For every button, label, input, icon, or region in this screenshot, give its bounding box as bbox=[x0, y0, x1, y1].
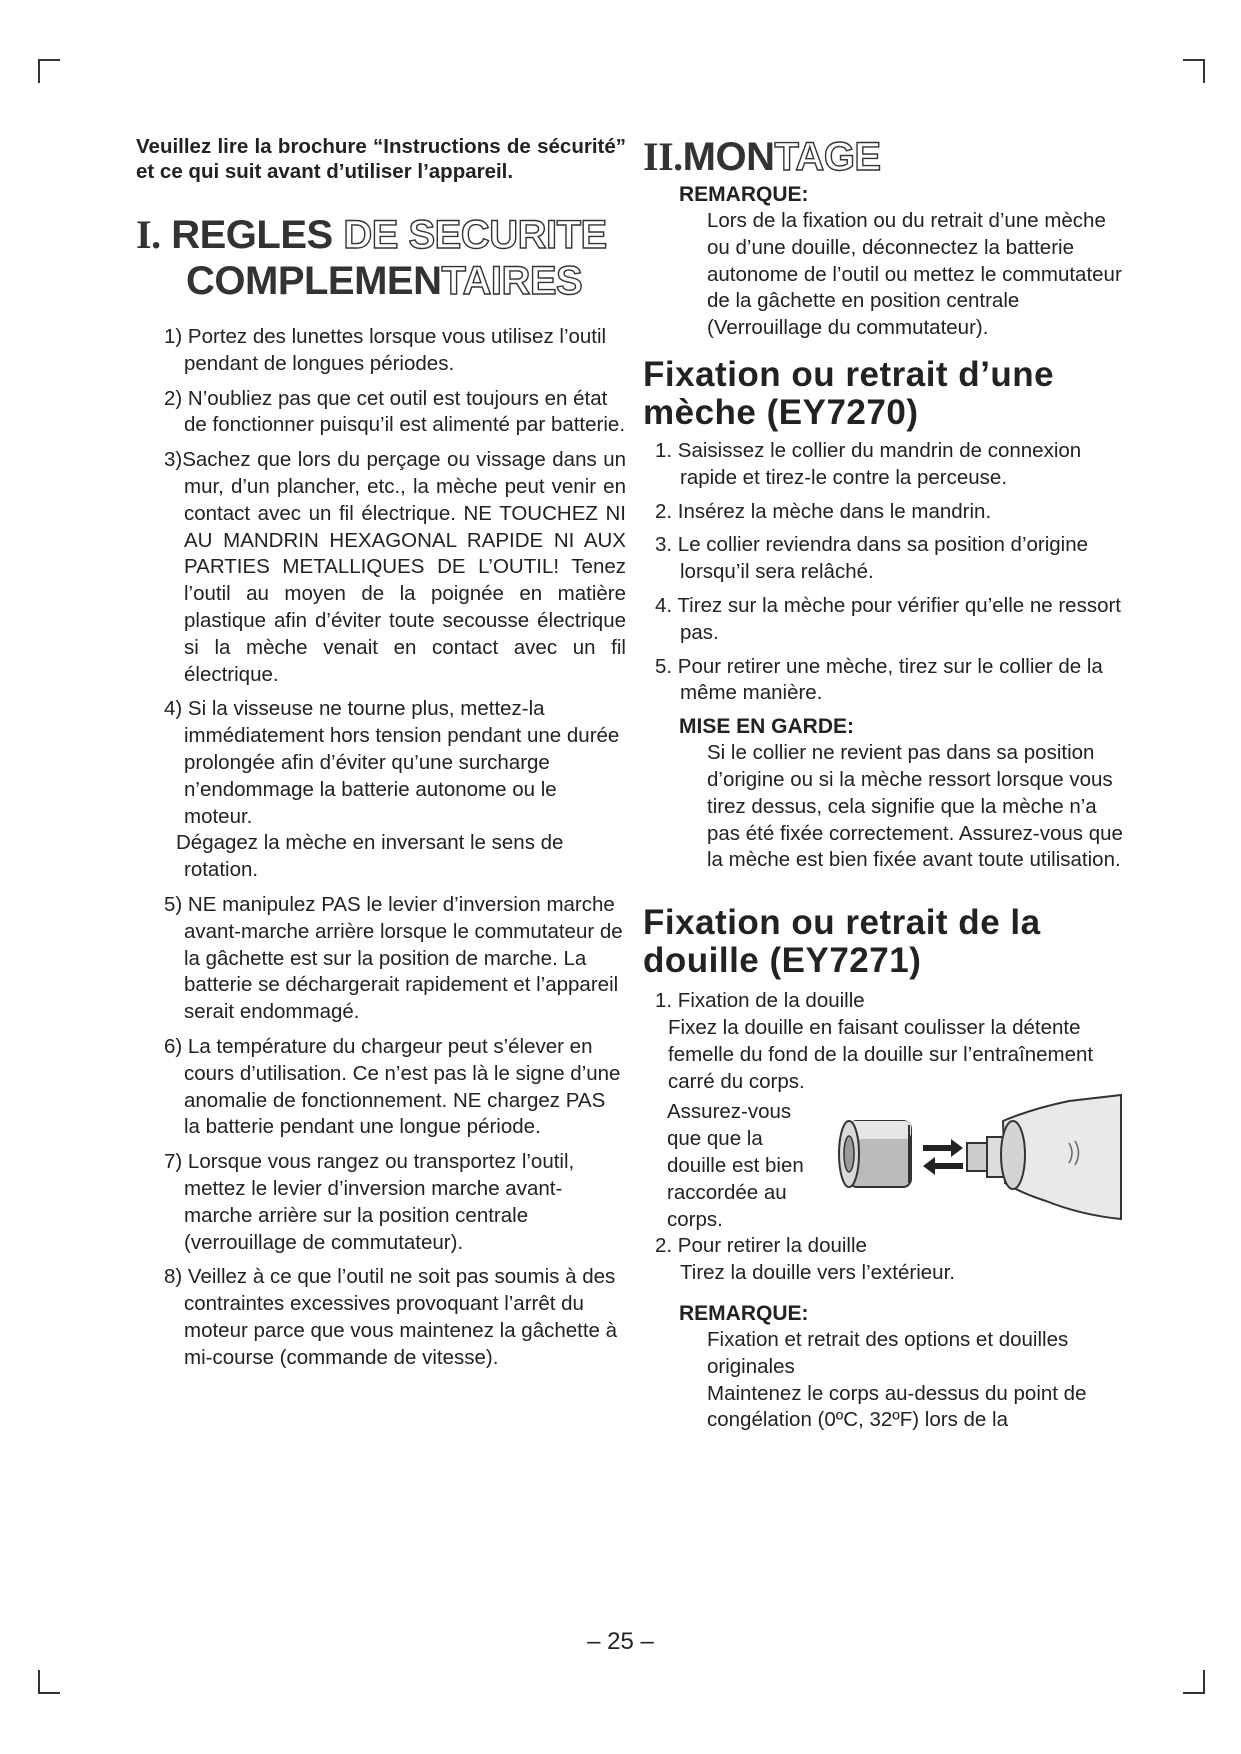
remark-2-heading: REMARQUE: bbox=[679, 1301, 809, 1325]
list-item: 3. Le collier reviendra dans sa position d’origine lorsqu’il sera relâché. bbox=[655, 533, 1089, 584]
section1-title-line2 bbox=[136, 258, 626, 304]
list-item: 4. Tirez sur la mèche pour vérifier qu’elle ne ressort pas. bbox=[655, 593, 1122, 644]
crop-mark-bottom-left bbox=[38, 1670, 60, 1694]
section1-title bbox=[136, 212, 626, 304]
list-item-text: 4) Si la visseuse ne tourne plus, mettez-la immédiatement hors tension pendant une durée prolongée afin d’éviter qu’une surcharge n’endommage la batterie autonome ou le moteur. bbox=[164, 697, 620, 828]
list-item: 1) Portez des lunettes lorsque vous utilisez l’outil pendant de longues périodes. bbox=[164, 325, 607, 375]
list-item: 2. Insérez la mèche dans le mandrin. bbox=[655, 499, 992, 523]
section1-numeral: I. bbox=[136, 212, 161, 257]
right-column bbox=[643, 134, 1133, 1434]
socket-step-2-title: 2. Pour retirer la douille bbox=[655, 1234, 867, 1258]
socket-step-2 bbox=[643, 1233, 1133, 1287]
section2-title bbox=[643, 134, 1133, 180]
intro-text: Veuillez lire la brochure “Instructions de sécurité” et ce qui suit avant d’utiliser l’appareil. bbox=[136, 135, 626, 183]
section2-title-outline: TAGE bbox=[774, 135, 881, 179]
socket-step-1 bbox=[643, 988, 1133, 1095]
remark-2-line1: Fixation et retrait des options et douilles originales bbox=[707, 1327, 1069, 1378]
list-item: 5) NE manipulez PAS le levier d’inversion marche avant-marche arrière lorsque le commutateur de la gâchette est sur la position de marche. La batterie se déchargerait rapidement et l’appareil serait endommagé. bbox=[164, 892, 623, 1024]
caution-body: Si le collier ne revient pas dans sa position d’origine ou si la mèche ressort lorsque vous tirez dessus, cela signifie que la mèche n’a pas été fixée correctement. Assurez-vous que la mèche est bien fixée avant toute utilisation. bbox=[707, 741, 1123, 872]
crop-mark-bottom-right bbox=[1183, 1670, 1205, 1694]
socket-step-1-body: Fixez la douille en faisant coulisser la détente femelle du fond de la douille sur l’entraînement carré du corps. bbox=[668, 1015, 1094, 1093]
socket-step-1-title: 1. Fixation de la douille bbox=[655, 989, 865, 1013]
bit-section-heading: Fixation ou retrait d’une mèche (EY7270) bbox=[643, 354, 1055, 432]
caution-heading: MISE EN GARDE: bbox=[679, 715, 855, 739]
section1-title-outline: DE SECURITE bbox=[343, 213, 607, 257]
page-number: – 25 – bbox=[587, 1628, 654, 1655]
remark-2-line2: Maintenez le corps au-dessus du point de congélation (0ºC, 32ºF) lors de la bbox=[707, 1381, 1087, 1432]
socket-step-2-body: Tirez la douille vers l’extérieur. bbox=[680, 1261, 955, 1285]
safety-rules-list bbox=[136, 324, 626, 1371]
list-item: 3)Sachez que lors du perçage ou vissage dans un mur, d’un plancher, etc., la mèche peut venir en contact avec un fil électrique. NE TOUCHEZ NI AU MANDRIN HEXAGONAL RAPIDE NI AUX PARTIES METALLIQUES DE L’OUTIL! Tenez l’outil au moyen de la poignée en matière plastique afin d’éviter toute secousse électrique si la mèche venait en contact avec un fil électrique. bbox=[164, 448, 626, 686]
socket-check-block bbox=[643, 1099, 1133, 1231]
socket-check-text: Assurez-vous que que la douille est bien raccordée au corps. bbox=[667, 1100, 804, 1231]
crop-mark-top-right bbox=[1183, 59, 1205, 83]
list-item: 1. Saisissez le collier du mandrin de connexion rapide et tirez-le contre la perceuse. bbox=[655, 438, 1082, 489]
list-item bbox=[164, 696, 626, 884]
section1-title-line2-outline: TAIRES bbox=[441, 259, 583, 303]
list-item: 6) La température du chargeur peut s’élever en cours d’utilisation. Ce n’est pas là le signe d’une anomalie de fonctionnement. NE chargez PAS la batterie pendant une longue période. bbox=[164, 1034, 621, 1139]
section1-title-line2-solid: COMPLEMEN bbox=[186, 259, 442, 303]
list-item: 8) Veillez à ce que l’outil ne soit pas soumis à des contraintes excessives provoquant l’arrêt du moteur parce que vous maintenez la gâchette à mi-course (commande de vitesse). bbox=[164, 1265, 618, 1369]
bit-steps-list bbox=[643, 438, 1133, 707]
socket-attachment-illustration-icon bbox=[831, 1091, 1131, 1221]
socket-section-heading: Fixation ou retrait de la douille (EY7271) bbox=[643, 903, 1041, 981]
section1-title-solid: REGLES bbox=[171, 213, 333, 257]
list-item: 7) Lorsque vous rangez ou transportez l’outil, mettez le levier d’inversion marche avant-marche arrière sur la position centrale (verrouillage de commutateur). bbox=[164, 1150, 575, 1254]
left-column bbox=[136, 134, 626, 1379]
list-item-tail: Dégagez la mèche en inversant le sens de rotation. bbox=[176, 831, 564, 882]
list-item: 2) N’oubliez pas que cet outil est toujours en état de fonctionner puisqu’il est alimenté par batterie. bbox=[164, 386, 626, 437]
section2-title-solid: MON bbox=[682, 135, 775, 179]
section2-numeral: II. bbox=[643, 134, 683, 179]
remark-heading: REMARQUE: bbox=[679, 183, 809, 206]
crop-mark-top-left bbox=[38, 59, 60, 83]
remark-body: Lors de la fixation ou du retrait d’une mèche ou d’une douille, déconnectez la batterie autonome de l’outil ou mettez le commutateur de la gâchette en position centrale (Verrouillage du commutateur). bbox=[707, 209, 1122, 340]
list-item: 5. Pour retirer une mèche, tirez sur le collier de la même manière. bbox=[655, 654, 1103, 705]
